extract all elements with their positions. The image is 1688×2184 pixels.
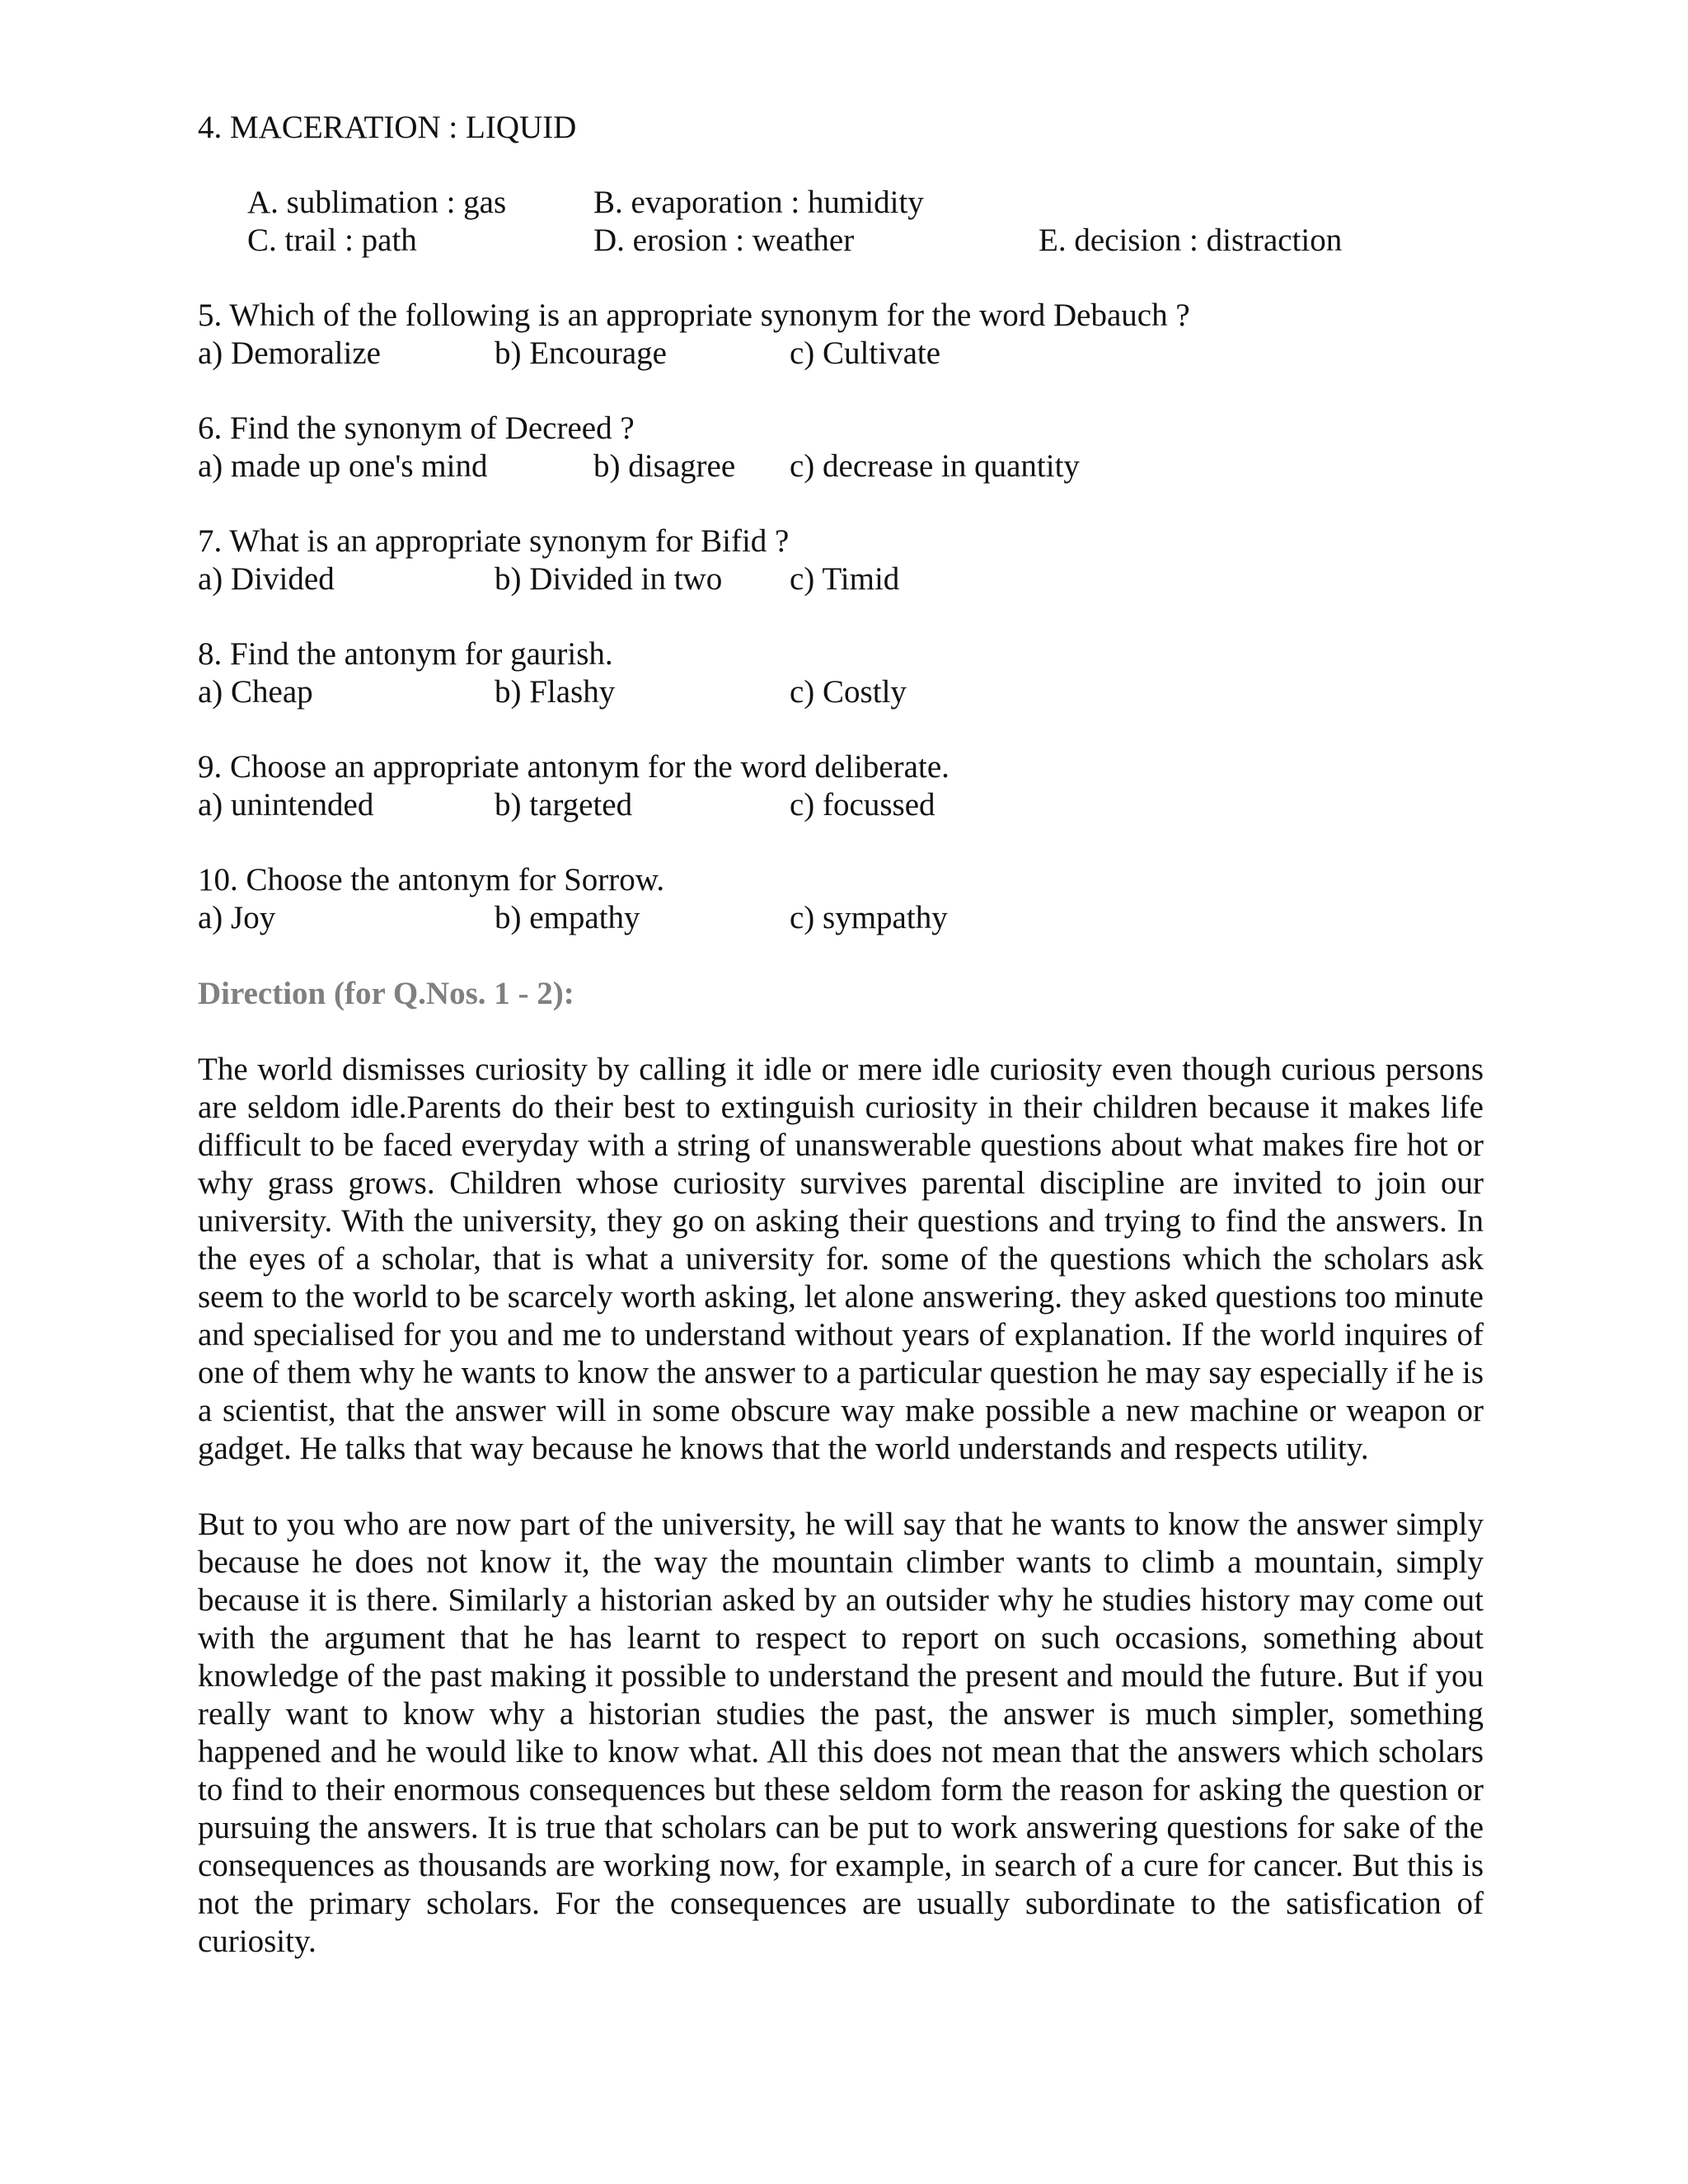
option-row (247, 184, 1484, 222)
question-4-options (198, 184, 1484, 260)
question-10-options (198, 899, 1484, 937)
option-a: a) Joy (198, 900, 276, 935)
question-10 (198, 861, 1484, 937)
question-6-options (198, 448, 1484, 485)
question-6 (198, 410, 1484, 485)
question-5-title: 5. Which of the following is an appropriate synonym for the word Debauch ? (198, 298, 1190, 333)
option-b: b) Flashy (495, 674, 616, 710)
question-7 (198, 523, 1484, 598)
option-e: E. decision : distraction (1039, 223, 1343, 258)
question-4 (198, 109, 1484, 260)
option-c: c) Cultivate (790, 335, 941, 371)
question-4-title: 4. MACERATION : LIQUID (198, 110, 577, 145)
option-b: b) disagree (593, 448, 736, 484)
option-b: b) empathy (495, 900, 640, 935)
option-a: A. sublimation : gas (247, 185, 507, 220)
option-c: c) Timid (790, 561, 900, 597)
question-5-options (198, 335, 1484, 373)
question-6-title: 6. Find the synonym of Decreed ? (198, 410, 635, 446)
direction-heading: Direction (for Q.Nos. 1 - 2): (198, 976, 574, 1011)
option-row (247, 222, 1484, 260)
question-9-options (198, 786, 1484, 824)
document-page (198, 109, 1484, 1961)
question-8 (198, 635, 1484, 711)
question-9-title: 9. Choose an appropriate antonym for the word deliberate. (198, 749, 950, 785)
question-8-title: 8. Find the antonym for gaurish. (198, 636, 613, 672)
option-b: b) Divided in two (495, 561, 723, 597)
option-d: D. erosion : weather (593, 223, 855, 258)
option-b: b) Encourage (495, 335, 667, 371)
question-7-options (198, 560, 1484, 598)
option-c: c) focussed (790, 787, 935, 823)
passage-paragraph-2: But to you who are now part of the university, he will say that he wants to know the answer simply because he does not know it, the way the mountain climber wants to climb a mountain, simply because it is there. Similarly a historian asked by an outsider why he studies history may come out with the argument that he has learnt to respect to report on such occasions, something about knowledge of the past making it possible to understand the present and mould the future. But if you really want to know why a historian studies the past, the answer is much simpler, something happened and he would like to know what. All this does not mean that the answers which scholars to find to their enormous consequences but these seldom form the reason for asking the question or pursuing the answers. It is true that scholars can be put to work answering questions for sake of the consequences as thousands are working now, for example, in search of a cure for cancer. But this is not the primary scholars. For the consequences are usually subordinate to the satisfication of curiosity. (198, 1507, 1484, 1959)
option-a: a) unintended (198, 787, 374, 823)
question-9 (198, 748, 1484, 824)
option-a: a) Cheap (198, 674, 313, 710)
option-a: a) Demoralize (198, 335, 381, 371)
question-5 (198, 297, 1484, 373)
option-b: b) targeted (495, 787, 633, 823)
option-c: c) Costly (790, 674, 907, 710)
option-a: a) Divided (198, 561, 335, 597)
option-c: c) sympathy (790, 900, 948, 935)
question-8-options (198, 673, 1484, 711)
question-10-title: 10. Choose the antonym for Sorrow. (198, 862, 665, 898)
question-7-title: 7. What is an appropriate synonym for Bifid ? (198, 523, 790, 559)
option-c: c) decrease in quantity (790, 448, 1080, 484)
option-b: B. evaporation : humidity (593, 185, 924, 220)
option-a: a) made up one's mind (198, 448, 488, 484)
option-c: C. trail : path (247, 223, 417, 258)
passage-paragraph-1: The world dismisses curiosity by calling it idle or mere idle curiosity even though curious persons are seldom idle.Parents do their best to extinguish curiosity in their children because it makes life difficult to be faced everyday with a string of unanswerable questions about what makes fire hot or why grass grows. Children whose curiosity survives parental discipline are invited to join our university. With the university, they go on asking their questions and trying to find the answers. In the eyes of a scholar, that is what a university for. some of the questions which the scholars ask seem to the world to be scarcely worth asking, let alone answering. they asked questions too minute and specialised for you and me to understand without years of explanation. If the world inquires of one of them why he wants to know the answer to a particular question he may say especially if he is a scientist, that the answer will in some obscure way make possible a new machine or weapon or gadget. He talks that way because he knows that the world understands and respects utility. (198, 1052, 1484, 1466)
